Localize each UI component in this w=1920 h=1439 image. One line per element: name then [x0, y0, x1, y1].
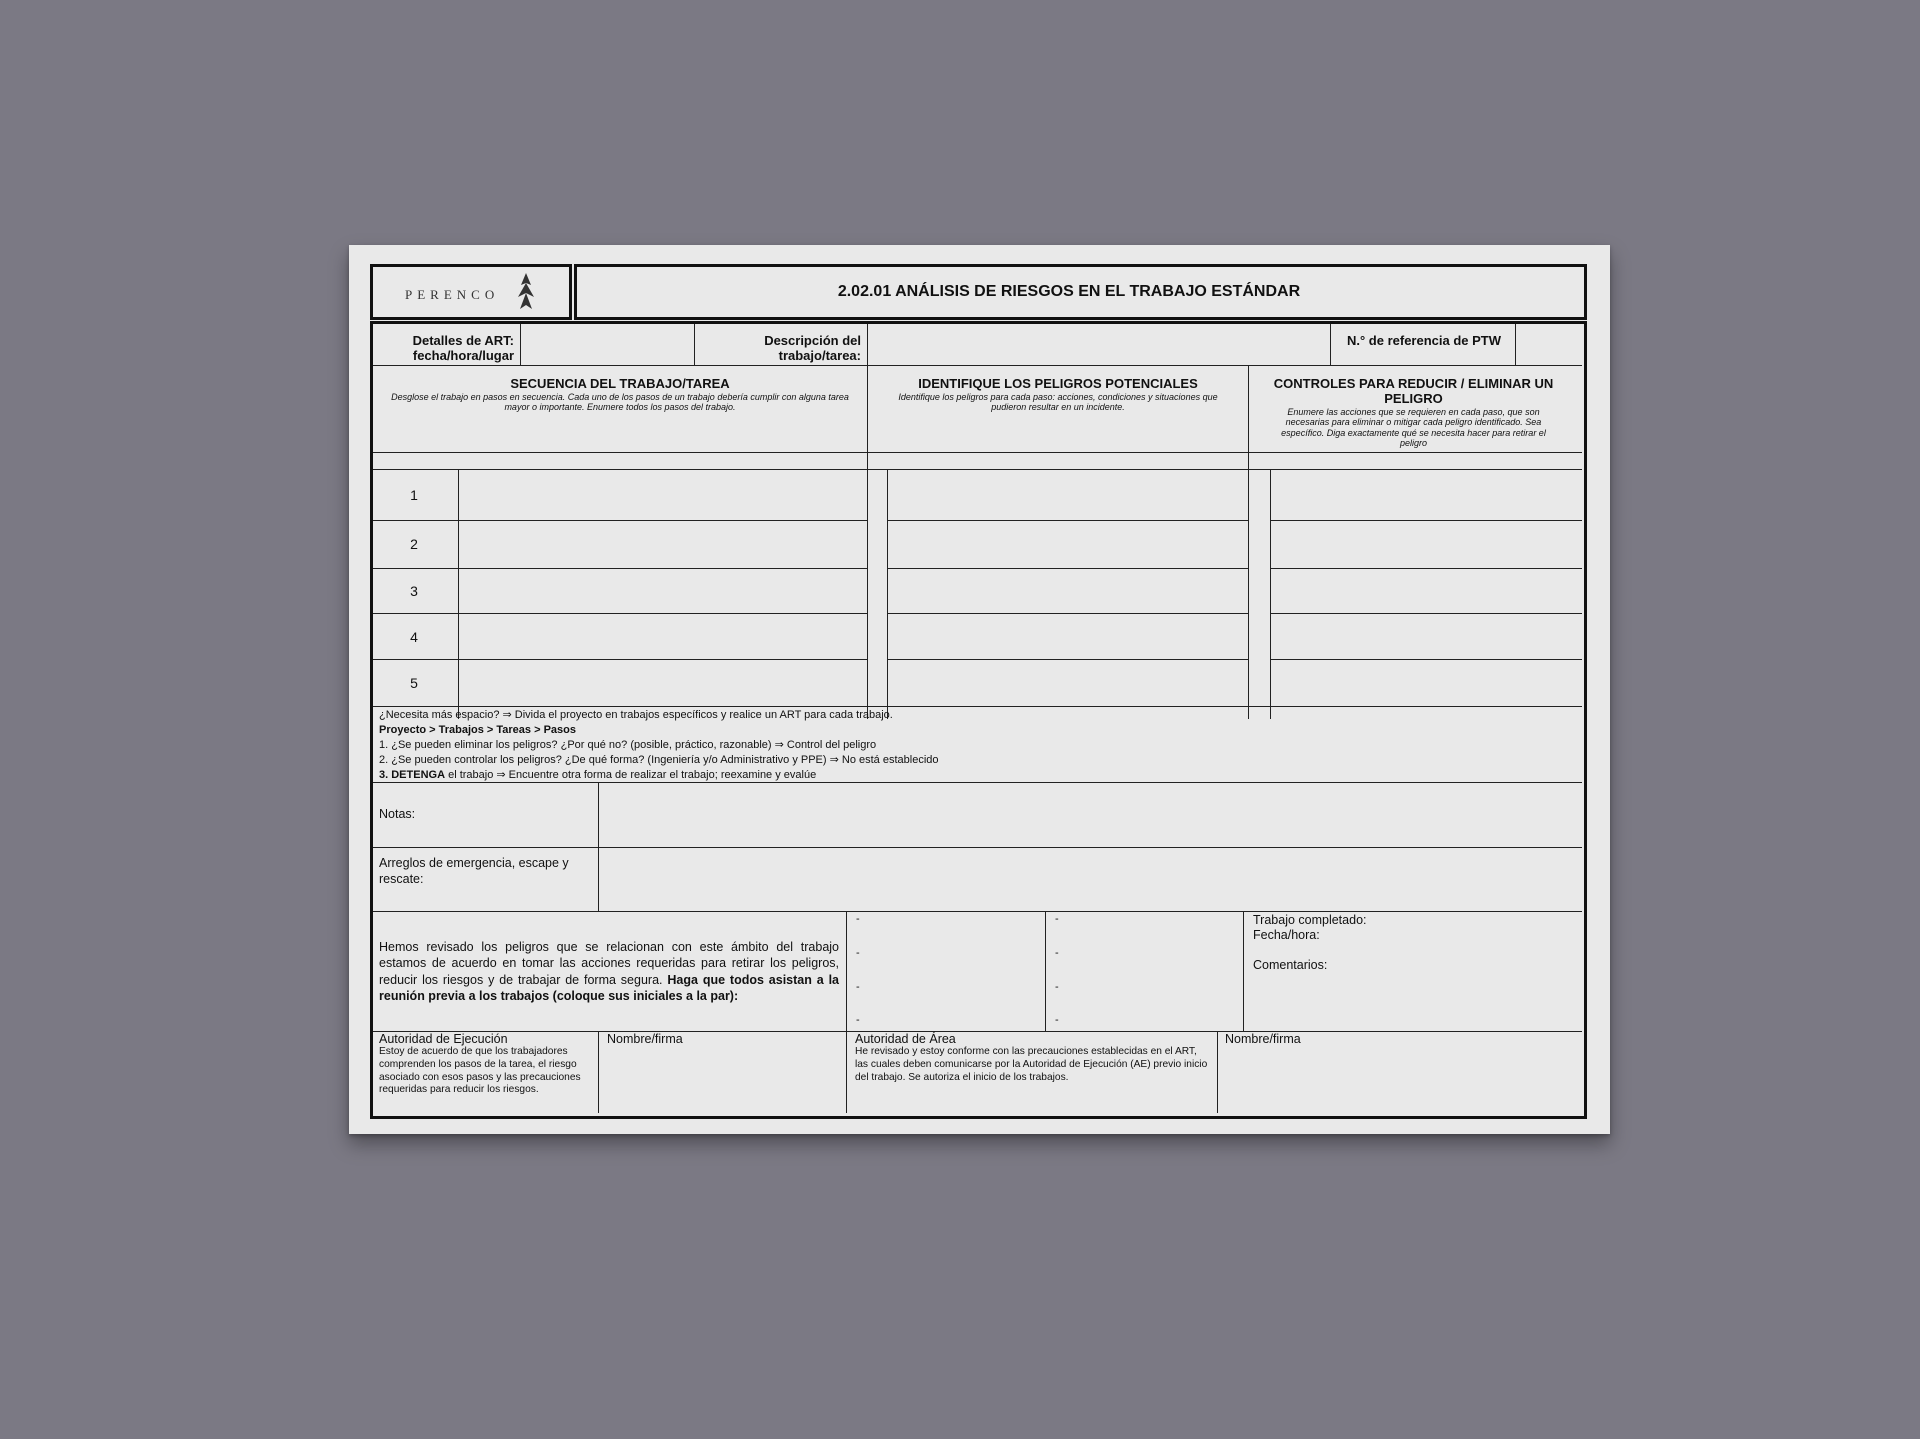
area-authority-title: Autoridad de Área: [855, 1032, 956, 1046]
step-number: 2: [410, 536, 418, 552]
initials-dash: -: [1055, 947, 1059, 959]
ptw-reference-label: N.° de referencia de PTW: [1346, 333, 1502, 348]
controls-column-header: CONTROLES PARA REDUCIR / ELIMINAR UN PELIGRO Enumere las acciones que se requieren en cada paso, que son necesarias para eliminar o mitigar cada peligro identificado. Sea específico. Diga exactamente qué se necesita hacer para retirar el peligro: [1273, 376, 1554, 449]
art-details-label: Detalles de ART: fecha/hora/lugar: [412, 333, 514, 363]
step-number: 4: [410, 629, 418, 645]
area-authority-text: He revisado y estoy conforme con las precauciones establecidas en el ART, las cuales deben comunicarse por la Autoridad de Ejecución (AE) previo inicio del trabajo. Se autoriza el inicio de los trabajos.: [855, 1046, 1208, 1083]
art-details-field[interactable]: [522, 325, 692, 364]
sequence-column-header: SECUENCIA DEL TRABAJO/TAREA Desglose el trabajo en pasos en secuencia. Cada uno de los pasos de un trabajo debería cumplir con alguna tarea mayor o importante. Enumere todos los pasos del trabajo.: [391, 376, 849, 413]
initials-dash: -: [1055, 913, 1059, 925]
notes-field[interactable]: [600, 784, 1578, 845]
step-number: 1: [410, 487, 418, 503]
guidance-text: ¿Necesita más espacio? ⇒ Divida el proyecto en trabajos específicos y realice un ART para cada trabajo. Proyecto > Trabajos > Tareas > Pasos 1. ¿Se pueden eliminar los peligros? ¿Por qué no? (posible, práctico, razonable) ⇒ Control del peligro 2. ¿Se pueden controlar los peligros? ¿De qué forma? (Ingeniería y/o Administrativo y PPE) ⇒ No está establecido 3. DETENGA el trabajo ⇒ Encuentre otra forma de realizar el trabajo; reexamine y evalúe: [379, 709, 939, 781]
area-signature-field[interactable]: [1219, 1047, 1578, 1111]
execution-authority-text: Estoy de acuerdo de que los trabajadores comprenden los pasos de la tarea, el riesgo asociado con esos pasos y las precauciones requeridas para reducir los riesgos.: [379, 1046, 581, 1096]
name-signature-label: Nombre/firma: [607, 1032, 683, 1046]
emergency-label: Arreglos de emergencia, escape y rescate:: [379, 856, 569, 886]
initials-dash: -: [856, 947, 860, 959]
emergency-field[interactable]: [600, 849, 1578, 910]
form-sheet: [349, 245, 1610, 1134]
task-description-field[interactable]: [869, 325, 1328, 364]
initials-dash: -: [856, 913, 860, 925]
work-completed-label: Trabajo completado: Fecha/hora: Comentarios:: [1253, 913, 1367, 972]
notes-label: Notas:: [379, 807, 416, 821]
company-logo: PERENCO: [405, 287, 500, 302]
execution-authority-title: Autoridad de Ejecución: [379, 1032, 508, 1046]
execution-signature-field[interactable]: [600, 1047, 844, 1111]
initials-dash: -: [856, 981, 860, 993]
initials-dash: -: [1055, 981, 1059, 993]
ptw-reference-field[interactable]: [1517, 325, 1579, 364]
step-number: 5: [410, 675, 418, 691]
task-description-label: Descripción del trabajo/tarea:: [764, 333, 861, 363]
initials-dash: -: [856, 1014, 860, 1026]
form-title: 2.02.01 ANÁLISIS DE RIESGOS EN EL TRABAJO ESTÁNDAR: [837, 283, 1301, 300]
initials-dash: -: [1055, 1014, 1059, 1026]
name-signature-label: Nombre/firma: [1225, 1032, 1301, 1046]
step-number: 3: [410, 583, 418, 599]
review-statement: Hemos revisado los peligros que se relacionan con este ámbito del trabajo estamos de acuerdo en tomar las acciones requeridas para retirar los peligros, reducir los riesgos y de trabajar de forma segura. Haga que todos asistan a la reunión previa a los trabajos (coloque sus iniciales a la par):: [379, 940, 839, 1003]
hazards-column-header: IDENTIFIQUE LOS PELIGROS POTENCIALES Identifique los peligros para cada paso: acciones, condiciones y situaciones que pudieron resultar en un incidente.: [898, 376, 1218, 413]
ermine-logo-icon: [513, 271, 539, 311]
